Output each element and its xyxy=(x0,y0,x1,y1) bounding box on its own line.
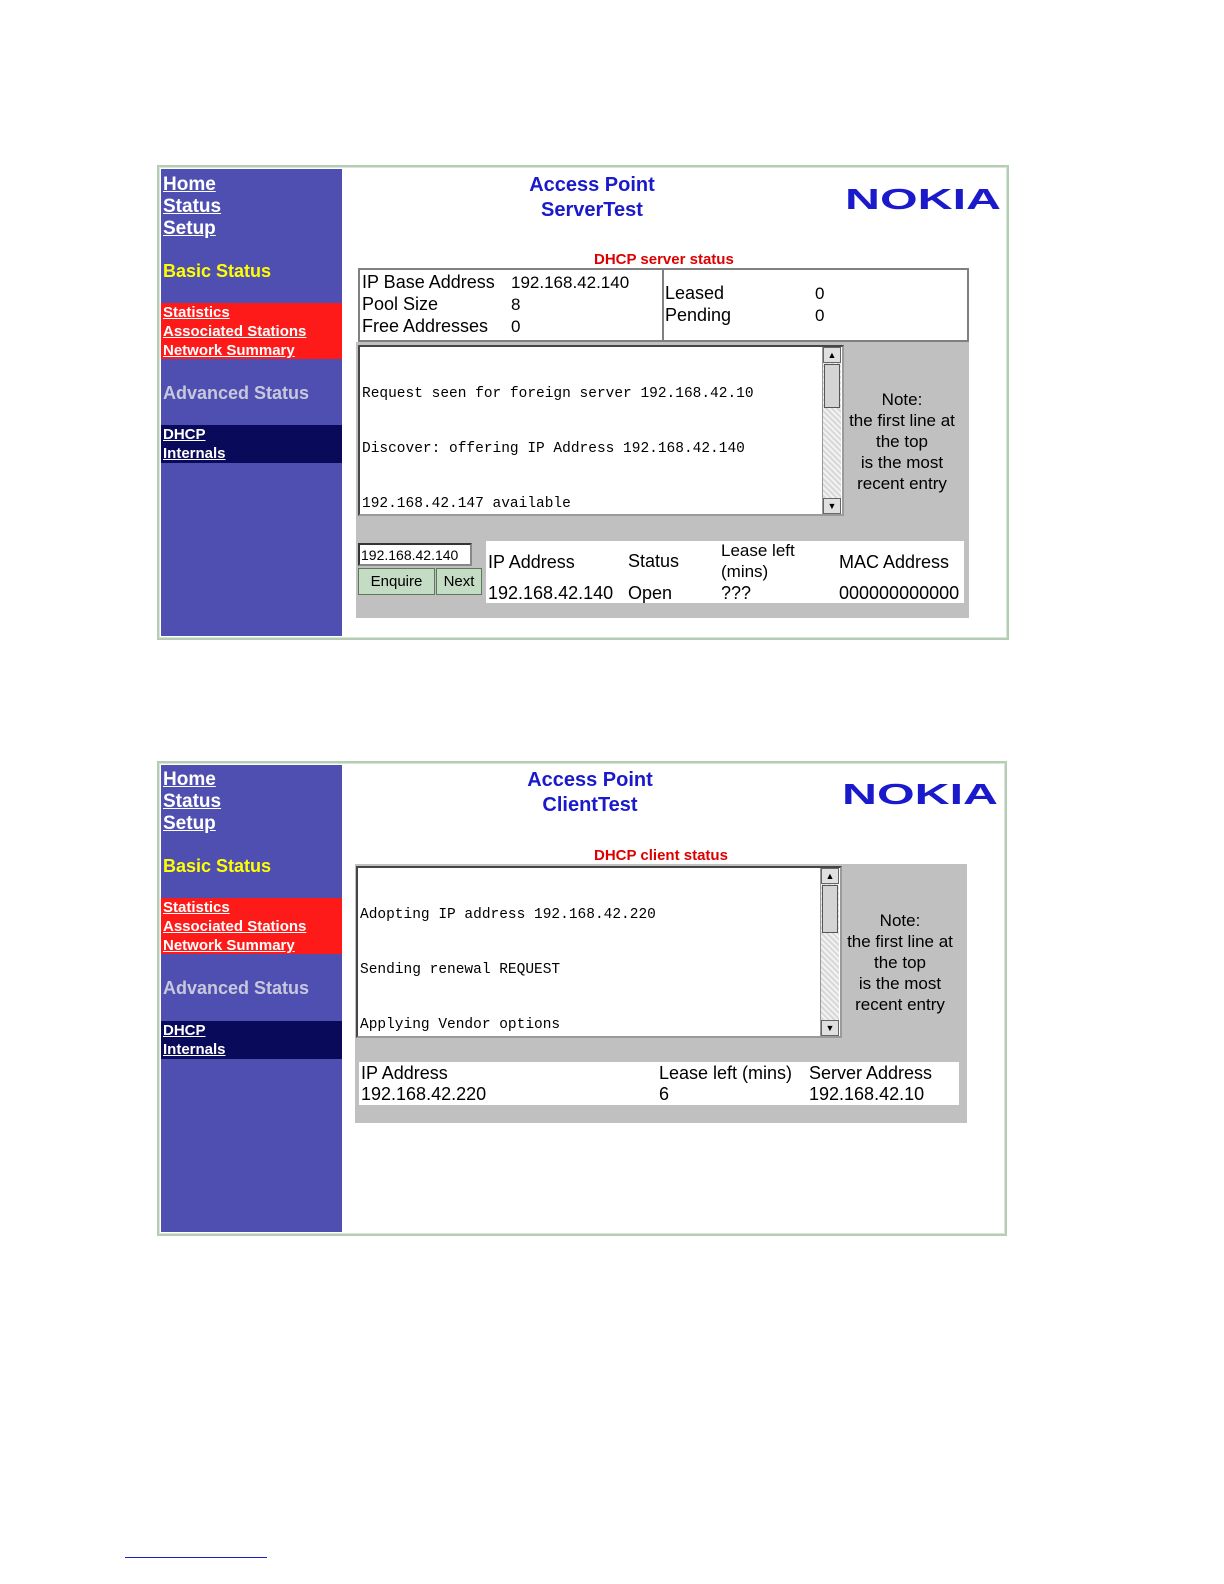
page-title-line2: ServerTest xyxy=(541,199,643,221)
client-log-textarea[interactable] xyxy=(356,866,842,1038)
free-addresses-value: 0 xyxy=(511,317,521,336)
dhcp-client-status-heading: DHCP client status xyxy=(594,847,728,864)
col-ip-address: IP Address xyxy=(361,1063,448,1083)
page-title-line1: Access Point xyxy=(527,769,653,791)
note-line: the first line at xyxy=(847,932,953,951)
enquire-button[interactable]: Enquire xyxy=(358,568,435,595)
server-note xyxy=(843,389,961,494)
ip-base-address-label: IP Base Address xyxy=(362,272,495,292)
basic-status-menu xyxy=(161,303,342,359)
log-line: Adopting IP address 192.168.42.220 xyxy=(360,906,656,923)
nav-network-summary-link[interactable]: Network Summary xyxy=(163,937,295,954)
nav-setup-link[interactable]: Setup xyxy=(163,218,216,239)
note-line: is the most xyxy=(860,453,944,472)
lease-details-table xyxy=(486,541,964,603)
note-line: the top xyxy=(874,953,926,972)
col-ip-address: IP Address xyxy=(488,552,575,572)
row-ip-address: 192.168.42.140 xyxy=(488,583,614,603)
log-line: Request seen for foreign server 192.168.42.10 xyxy=(362,385,754,402)
server-log-scrollbar[interactable] xyxy=(822,347,841,514)
client-test-window xyxy=(157,761,1007,1236)
page-title-line2: ClientTest xyxy=(542,794,638,816)
nav-associated-stations-link[interactable]: Associated Stations xyxy=(163,323,307,340)
advanced-status-heading: Advanced Status xyxy=(163,978,310,998)
note-line: recent entry xyxy=(855,995,945,1014)
note-line: recent entry xyxy=(857,474,947,493)
nav-statistics-link[interactable]: Statistics xyxy=(163,304,230,321)
nav-internals-link[interactable]: Internals xyxy=(163,1041,226,1058)
nav-home-link[interactable]: Home xyxy=(163,769,216,790)
nav-associated-stations-link[interactable]: Associated Stations xyxy=(163,918,307,935)
col-lease-mins: (mins) xyxy=(721,562,769,581)
log-line: 192.168.42.147 available xyxy=(362,496,571,513)
advanced-status-menu xyxy=(161,425,342,463)
svg-text:NOKIA: NOKIA xyxy=(842,779,999,807)
pool-size-value: 8 xyxy=(511,295,521,314)
nav-status-link[interactable]: Status xyxy=(163,791,222,812)
row-mac-address: 000000000000 xyxy=(839,583,960,603)
scroll-down-arrow-icon[interactable]: ▼ xyxy=(823,498,841,514)
row-ip-address: 192.168.42.220 xyxy=(361,1084,487,1104)
sidebar xyxy=(161,169,342,636)
log-line: Applying Vendor options xyxy=(360,1017,561,1034)
nav-network-summary-link[interactable]: Network Summary xyxy=(163,342,295,359)
nav-internals-link[interactable]: Internals xyxy=(163,445,226,462)
footnote-separator xyxy=(125,1557,267,1558)
note-line: is the most xyxy=(858,974,942,993)
client-log-scrollbar[interactable] xyxy=(820,868,839,1036)
nokia-logo xyxy=(843,184,1003,212)
page-title xyxy=(440,768,740,818)
col-server-address: Server Address xyxy=(809,1063,933,1083)
nav-setup-link[interactable]: Setup xyxy=(163,813,216,834)
leased-value: 0 xyxy=(815,284,825,303)
dhcp-server-status-heading: DHCP server status xyxy=(594,251,734,268)
advanced-status-menu xyxy=(161,1021,342,1059)
server-test-window xyxy=(157,165,1009,640)
row-server-address: 192.168.42.10 xyxy=(809,1084,925,1104)
client-note xyxy=(841,910,959,1015)
nav-dhcp-link[interactable]: DHCP xyxy=(163,426,206,443)
col-mac-address: MAC Address xyxy=(839,552,950,572)
basic-status-menu xyxy=(161,898,342,954)
ip-enquire-input[interactable]: 192.168.42.140 xyxy=(358,543,472,566)
log-line: Discover: offering IP Address 192.168.42.140 xyxy=(362,441,745,458)
nav-statistics-link[interactable]: Statistics xyxy=(163,899,230,916)
ip-base-address-value: 192.168.42.140 xyxy=(511,273,630,292)
free-addresses-label: Free Addresses xyxy=(362,316,489,336)
nav-dhcp-link[interactable]: DHCP xyxy=(163,1022,206,1039)
row-lease-left: ??? xyxy=(721,583,752,603)
row-status: Open xyxy=(628,583,673,603)
nav-status-link[interactable]: Status xyxy=(163,196,222,217)
scroll-thumb[interactable] xyxy=(822,885,838,933)
leased-label: Leased xyxy=(665,283,725,303)
row-lease-left: 6 xyxy=(659,1084,670,1104)
note-line: the top xyxy=(876,432,928,451)
client-lease-table xyxy=(359,1062,959,1105)
server-log-textarea[interactable] xyxy=(358,345,844,516)
nokia-logo xyxy=(840,779,1000,807)
pool-size-label: Pool Size xyxy=(362,294,439,314)
col-lease-left: Lease left xyxy=(721,541,795,560)
nav-home-link[interactable]: Home xyxy=(163,174,216,195)
page-title xyxy=(442,173,742,223)
scroll-up-arrow-icon[interactable]: ▲ xyxy=(821,868,839,884)
next-button[interactable]: Next xyxy=(436,568,482,595)
scroll-down-arrow-icon[interactable]: ▼ xyxy=(821,1020,839,1036)
basic-status-heading: Basic Status xyxy=(163,856,272,876)
col-status: Status xyxy=(628,551,680,571)
server-summary-box xyxy=(358,268,969,342)
log-line: Sending renewal REQUEST xyxy=(360,962,561,979)
pending-label: Pending xyxy=(665,305,732,325)
basic-status-heading: Basic Status xyxy=(163,261,272,281)
sidebar xyxy=(161,765,342,1232)
note-line: Note: xyxy=(879,911,921,930)
advanced-status-heading: Advanced Status xyxy=(163,383,310,403)
col-lease-left: Lease left (mins) xyxy=(659,1063,793,1083)
note-line: the first line at xyxy=(849,411,955,430)
page-title-line1: Access Point xyxy=(529,174,655,196)
note-line: Note: xyxy=(881,390,923,409)
scroll-thumb[interactable] xyxy=(824,364,840,408)
svg-text:NOKIA: NOKIA xyxy=(845,184,1002,212)
pending-value: 0 xyxy=(815,306,825,325)
scroll-up-arrow-icon[interactable]: ▲ xyxy=(823,347,841,363)
